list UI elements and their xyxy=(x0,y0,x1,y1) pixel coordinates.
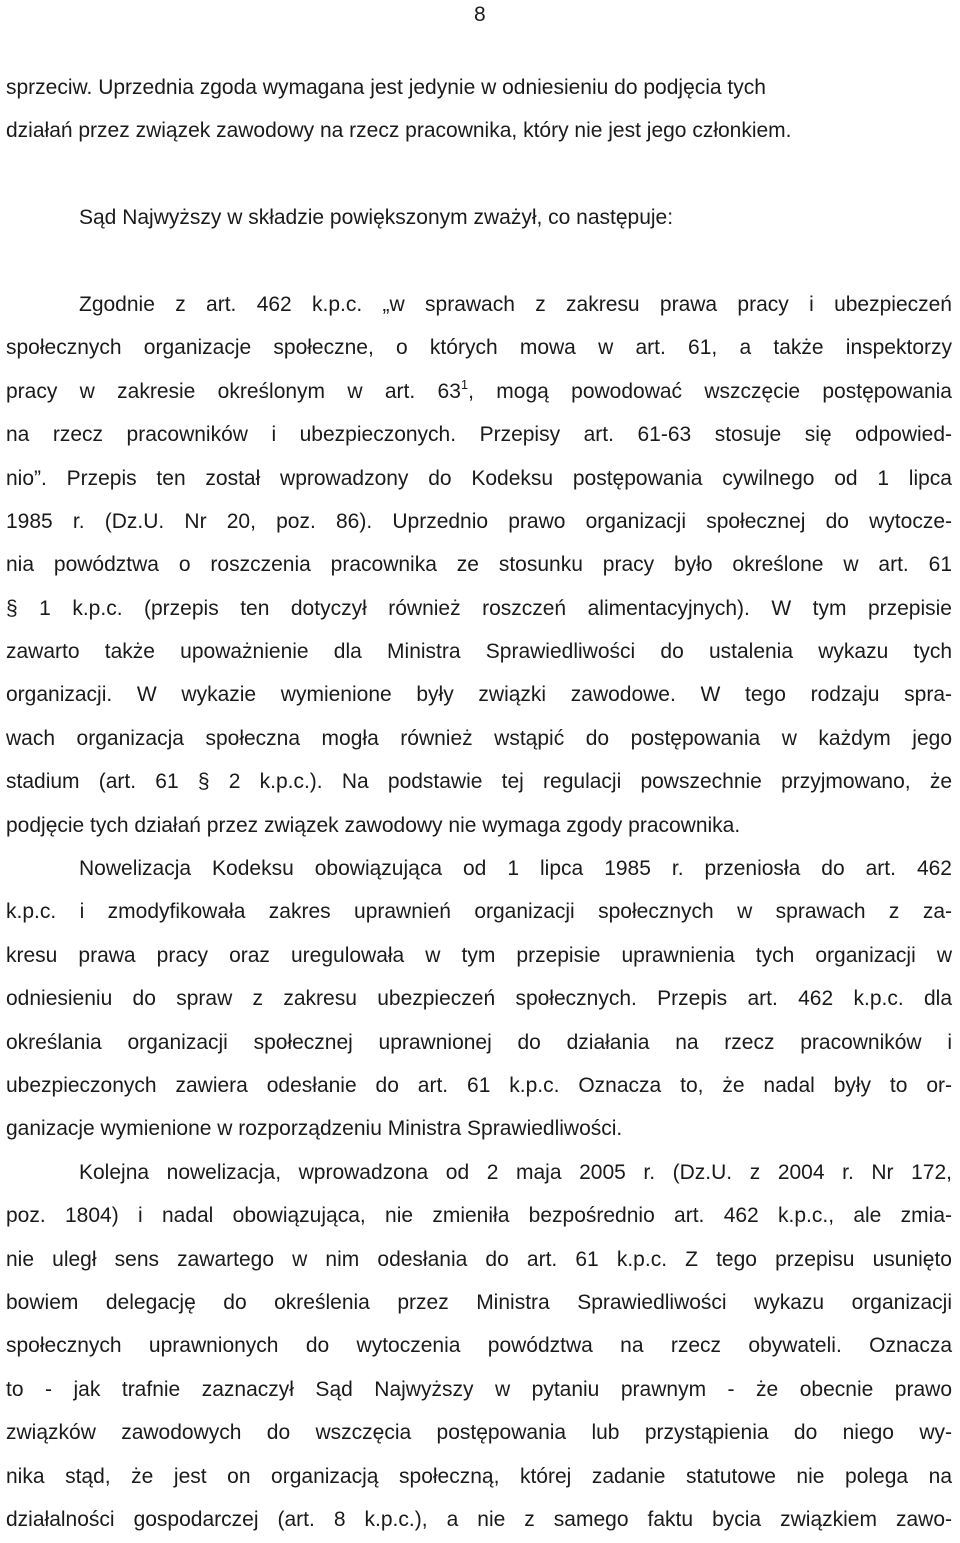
text-line: ubezpieczonych zawiera odesłanie do art. 61 k.p.c. Oznacza to, że nadal były to or- xyxy=(6,1073,952,1097)
text-line: działań przez związek zawodowy na rzecz pracownika, który nie jest jego członkiem. xyxy=(6,119,792,143)
text-line: poz. 1804) i nadal obowiązująca, nie zmieniła bezpośrednio art. 462 k.p.c., ale zmia- xyxy=(6,1204,952,1228)
text-line: stadium (art. 61 § 2 k.p.c.). Na podstawie tej regulacji powszechnie przyjmowano, że xyxy=(6,770,952,794)
text-line: określania organizacji społecznej uprawnionej do działania na rzecz pracowników i xyxy=(6,1030,952,1054)
text-line: k.p.c. i zmodyfikowała zakres uprawnień organizacji społecznych w sprawach z za- xyxy=(6,900,952,924)
superscript: 1 xyxy=(460,376,469,392)
document-body xyxy=(6,66,952,1541)
text-line: 1985 r. (Dz.U. Nr 20, poz. 86). Uprzednio prawo organizacji społecznej do wytocze- xyxy=(6,509,952,533)
text-line: ganizacje wymienione w rozporządzeniu Ministra Sprawiedliwości. xyxy=(6,1117,623,1141)
text-line: Kolejna nowelizacja, wprowadzona od 2 maja 2005 r. (Dz.U. z 2004 r. Nr 172, xyxy=(79,1160,952,1184)
page-number: 8 xyxy=(474,3,486,26)
text-line: nio”. Przepis ten został wprowadzony do Kodeksu postępowania cywilnego od 1 lipca xyxy=(6,466,952,490)
text-line: związków zawodowych do wszczęcia postępowania lub przystąpienia do niego wy- xyxy=(6,1421,952,1445)
text-line: społecznych uprawnionych do wytoczenia powództwa na rzecz obywateli. Oznacza xyxy=(6,1334,952,1358)
text-line: Sąd Najwyższy w składzie powiększonym zważył, co następuje: xyxy=(79,206,674,230)
text-line: nia powództwa o roszczenia pracownika ze stosunku pracy było określone w art. 61 xyxy=(6,553,952,577)
text-line: działalności gospodarczej (art. 8 k.p.c.), a nie z samego faktu bycia związkiem zawo- xyxy=(6,1507,952,1531)
text-line: pracy w zakresie określonym w art. $63^1$, mogą powodować wszczęcie postępowania xyxy=(6,376,952,403)
text-line: zawarto także upoważnienie dla Ministra Sprawiedliwości do ustalenia wykazu tych xyxy=(6,640,952,664)
text-line: społecznych organizacje społeczne, o których mowa w art. 61, a także inspektorzy xyxy=(6,336,952,360)
text-line: Nowelizacja Kodeksu obowiązująca od 1 lipca 1985 r. przeniosła do art. 462 xyxy=(79,857,952,881)
text-line: kresu prawa pracy oraz uregulowała w tym przepisie uprawnienia tych organizacji w xyxy=(6,943,952,967)
text-line: § 1 k.p.c. (przepis ten dotyczył również roszczeń alimentacyjnych). W tym przepisie xyxy=(6,596,952,620)
text-line: odniesieniu do spraw z zakresu ubezpieczeń społecznych. Przepis art. 462 k.p.c. dla xyxy=(6,987,952,1011)
text-line: na rzecz pracowników i ubezpieczonych. Przepisy art. 61-63 stosuje się odpowied- xyxy=(6,423,952,447)
text-line: podjęcie tych działań przez związek zawodowy nie wymaga zgody pracownika. xyxy=(6,813,741,837)
text-line: bowiem delegację do określenia przez Ministra Sprawiedliwości wykazu organizacji xyxy=(6,1290,952,1314)
text-line: sprzeciw. Uprzednia zgoda wymagana jest jedynie w odniesieniu do podjęcia tych xyxy=(6,76,766,99)
text-line: organizacji. W wykazie wymienione były związki zawodowe. W tego rodzaju spra- xyxy=(6,683,952,707)
text-line: nika stąd, że jest on organizacją społeczną, której zadanie statutowe nie polega na xyxy=(6,1464,952,1488)
text-line: to - jak trafnie zaznaczył Sąd Najwyższy w pytaniu prawnym - że obecnie prawo xyxy=(6,1377,952,1401)
text-line: nie uległ sens zawartego w nim odesłania do art. 61 k.p.c. Z tego przepisu usunięto xyxy=(6,1247,952,1271)
text-line xyxy=(6,153,952,196)
text-line: Zgodnie z art. 462 k.p.c. „w sprawach z zakresu prawa pracy i ubezpieczeń xyxy=(79,292,952,316)
text-line xyxy=(6,240,952,283)
text-line: wach organizacja społeczna mogła również wstąpić do postępowania w każdym jego xyxy=(6,726,952,750)
